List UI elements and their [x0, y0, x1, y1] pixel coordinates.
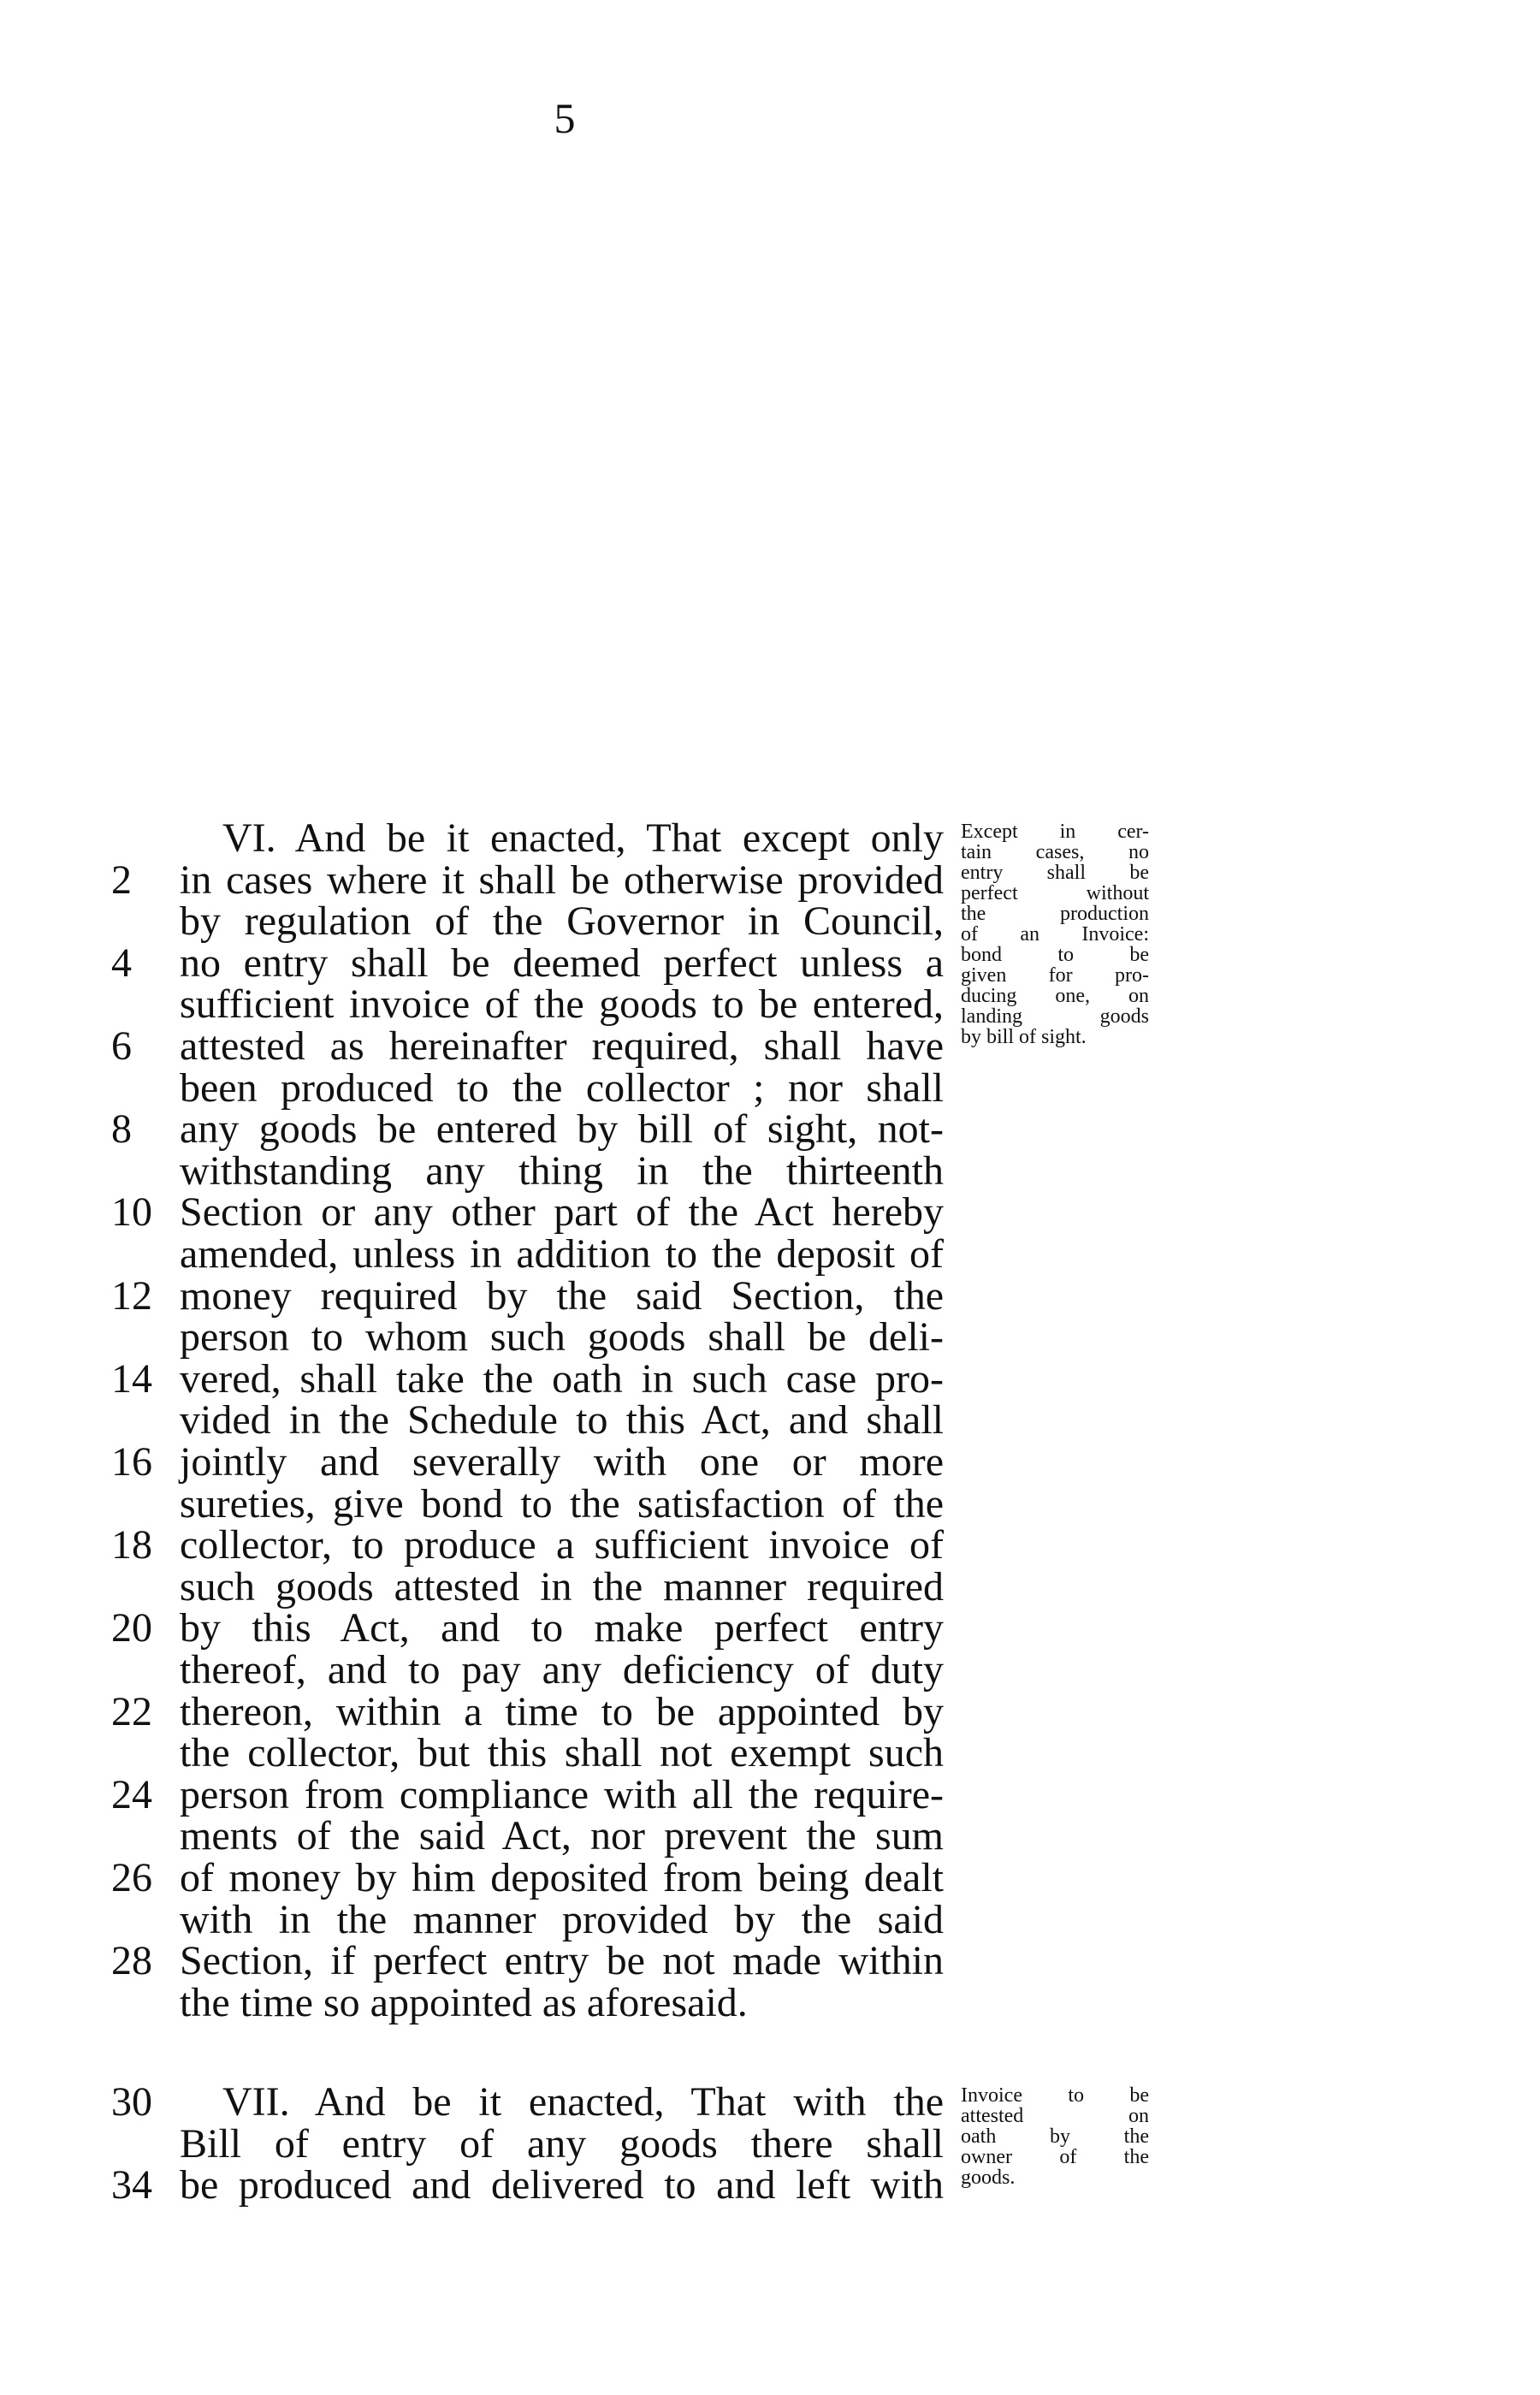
margin-note-line: ducing one, on	[961, 985, 1149, 1007]
text-line: Section, if perfect entry be not made within	[180, 1938, 944, 1984]
line-number: 34	[111, 2162, 152, 2208]
line-number: 30	[111, 2079, 152, 2125]
margin-note-line: given for pro-	[961, 964, 1149, 987]
text-line: by this Act, and to make perfect entry	[180, 1605, 944, 1651]
margin-note-section-vii	[961, 2085, 1149, 2188]
page-number: 5	[554, 94, 576, 142]
margin-note-line: by bill of sight.	[961, 1026, 1087, 1048]
text-line: ments of the said Act, nor prevent the sum	[180, 1813, 944, 1859]
text-line: in cases where it shall be otherwise provided	[180, 857, 944, 903]
margin-note-line: Invoice to be	[961, 2084, 1149, 2107]
text-line: Bill of entry of any goods there shall	[180, 2120, 944, 2167]
text-line: by regulation of the Governor in Council,	[180, 898, 944, 945]
margin-note-line: landing goods	[961, 1005, 1149, 1028]
line-number: 4	[111, 940, 132, 986]
text-line: been produced to the collector ; nor shall	[180, 1064, 944, 1111]
text-line: such goods attested in the manner required	[180, 1563, 944, 1610]
margin-note-line: perfect without	[961, 882, 1149, 904]
line-number: 10	[111, 1189, 152, 1236]
text-line: thereof, and to pay any deficiency of duty	[180, 1647, 944, 1693]
text-line: vered, shall take the oath in such case pro-	[180, 1355, 944, 1402]
text-line: attested as hereinafter required, shall have	[180, 1023, 944, 1069]
line-number: 6	[111, 1023, 132, 1069]
line-number: 24	[111, 1771, 152, 1817]
text-line: VI. And be it enacted, That except only	[222, 815, 944, 861]
margin-note-line: attested on	[961, 2105, 1149, 2127]
text-line: VII. And be it enacted, That with the	[222, 2079, 944, 2125]
text-line: no entry shall be deemed perfect unless a	[180, 940, 944, 986]
text-line: the time so appointed as aforesaid.	[180, 1979, 748, 2025]
margin-note-line: tain cases, no	[961, 841, 1149, 863]
text-line: be produced and delivered to and left with	[180, 2162, 944, 2208]
text-line: sureties, give bond to the satisfaction of the	[180, 1480, 944, 1527]
margin-note-line: owner of the	[961, 2146, 1149, 2168]
line-number: 16	[111, 1439, 152, 1485]
margin-note-line: entry shall be	[961, 862, 1149, 884]
line-number: 8	[111, 1106, 132, 1153]
text-line: person to whom such goods shall be deli-	[180, 1314, 944, 1361]
text-line: vided in the Schedule to this Act, and shall	[180, 1397, 944, 1444]
line-number: 22	[111, 1688, 152, 1734]
margin-note-line: the production	[961, 903, 1149, 925]
margin-note-line: bond to be	[961, 944, 1149, 966]
text-line: collector, to produce a sufficient invoice of	[180, 1522, 944, 1568]
text-line: money required by the said Section, the	[180, 1272, 944, 1319]
line-number: 12	[111, 1272, 152, 1319]
line-number: 2	[111, 857, 132, 903]
text-line: of money by him deposited from being dealt	[180, 1855, 944, 1900]
text-line: any goods be entered by bill of sight, not-	[180, 1106, 944, 1153]
margin-note-line: of an Invoice:	[961, 923, 1149, 946]
line-number: 14	[111, 1355, 152, 1402]
text-line: amended, unless in addition to the deposit of	[180, 1231, 944, 1277]
margin-note-line: Except in cer-	[961, 821, 1149, 843]
margin-note-line: oath by the	[961, 2125, 1149, 2148]
text-line: the collector, but this shall not exempt such	[180, 1730, 944, 1776]
text-line: withstanding any thing in the thirteenth	[180, 1147, 944, 1194]
line-number: 20	[111, 1605, 152, 1651]
text-line: thereon, within a time to be appointed by	[180, 1688, 944, 1734]
text-line: Section or any other part of the Act hereby	[180, 1189, 944, 1236]
margin-note-section-vi	[961, 821, 1149, 1047]
text-line: with in the manner provided by the said	[180, 1896, 944, 1942]
text-line: sufficient invoice of the goods to be entered,	[180, 981, 944, 1028]
text-line: jointly and severally with one or more	[180, 1439, 944, 1485]
margin-note-line: goods.	[961, 2167, 1016, 2189]
line-number: 26	[111, 1855, 152, 1900]
text-line: person from compliance with all the require-	[180, 1771, 944, 1817]
line-number: 28	[111, 1938, 152, 1984]
line-number: 18	[111, 1522, 152, 1568]
